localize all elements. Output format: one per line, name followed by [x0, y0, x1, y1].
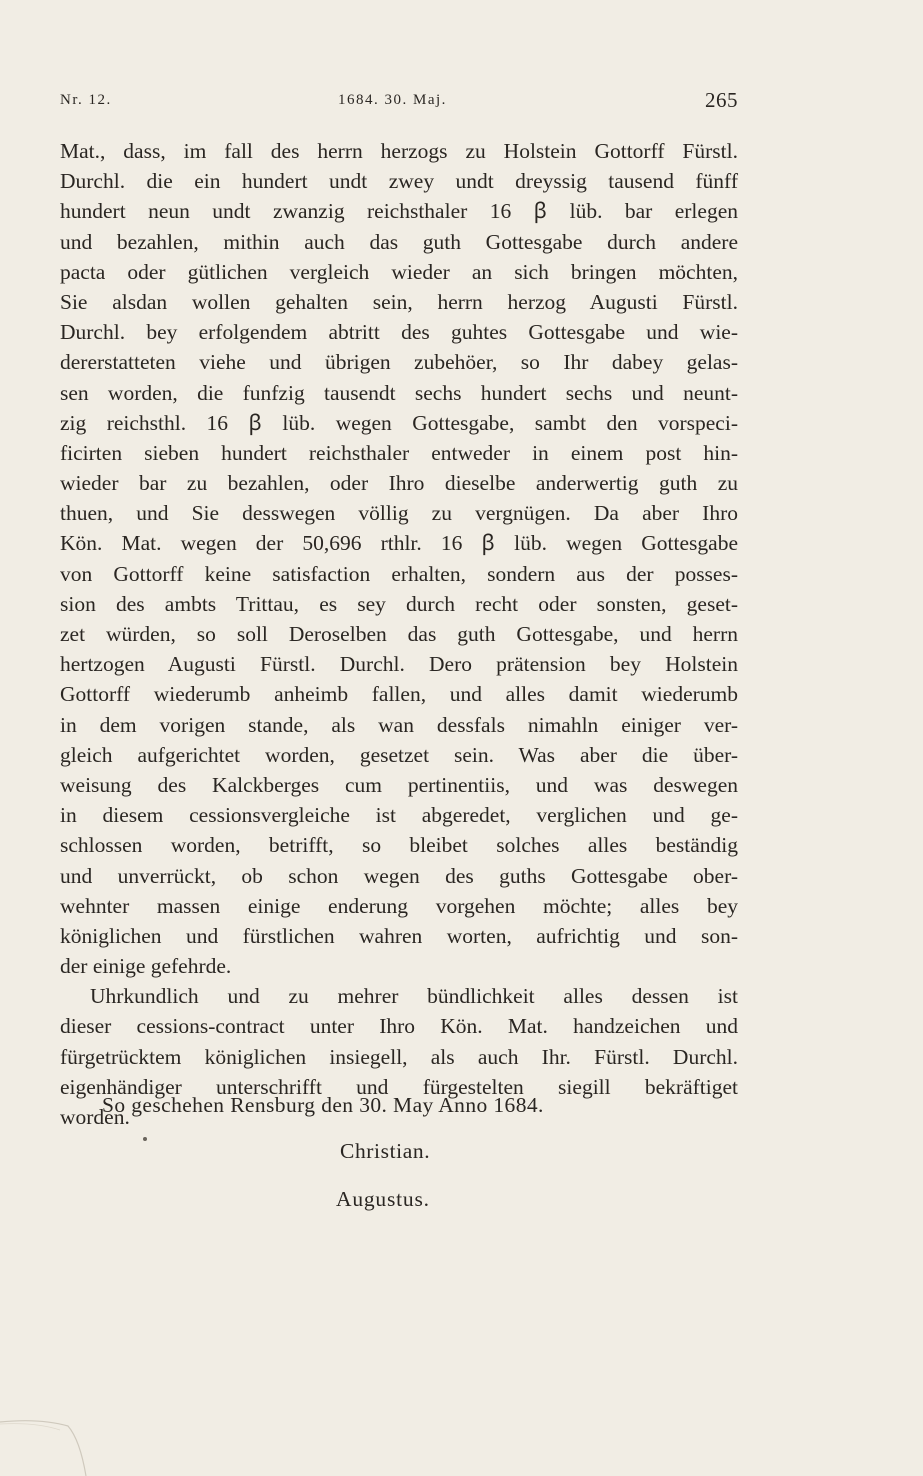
text-line: pacta oder gütlichen vergleich wieder an sich bringen möchten, — [60, 259, 738, 284]
text-line: Gottorff wiederumb anheimb fallen, und alles damit wiederumb — [60, 682, 738, 707]
text-line: ficirten sieben hundert reichsthaler entweder in einem post hin- — [60, 440, 738, 465]
text-line: von Gottorff keine satisfaction erhalten, sondern aus der posses- — [60, 561, 738, 586]
signature-augustus: Augustus. — [336, 1187, 430, 1211]
text-line: wieder bar zu bezahlen, oder Ihro dieselbe anderwertig guth zu — [60, 471, 738, 496]
text-line: Sie alsdan wollen gehalten sein, herrn herzog Augusti Fürstl. — [60, 289, 738, 314]
text-line: Kön. Mat. wegen der 50,696 rthlr. 16 ꞵ lüb. wegen Gottesgabe — [60, 531, 738, 556]
text-line: thuen, und Sie desswegen völlig zu vergnügen. Da aber Ihro — [60, 501, 738, 526]
text-line: hertzogen Augusti Fürstl. Durchl. Dero prätension bey Holstein — [60, 652, 738, 677]
text-line: Mat., dass, im fall des herrn herzogs zu Holstein Gottorff Fürstl. — [60, 139, 738, 163]
text-line: und bezahlen, mithin auch das guth Gottesgabe durch andere — [60, 229, 738, 254]
text-line: schlossen worden, betrifft, so bleibet solches alles beständig — [60, 833, 738, 858]
text-line: zet würden, so soll Deroselben das guth Gottesgabe, und herrn — [60, 622, 738, 646]
text-line: Uhrkundlich und zu mehrer bündlichkeit alles dessen ist — [90, 984, 738, 1009]
text-line: Durchl. die ein hundert undt zwey undt dreyssig tausend fünff — [60, 169, 738, 194]
text-line: der einige gefehrde. — [60, 954, 232, 979]
text-line: sion des ambts Trittau, es sey durch recht oder sonsten, geset- — [60, 591, 738, 616]
text-line: fürgetrücktem königlichen insiegell, als auch Ihr. Fürstl. Durchl. — [60, 1044, 738, 1069]
text-line: zig reichsthl. 16 ꞵ lüb. wegen Gottesgabe, sambt den vorspeci- — [60, 410, 738, 435]
text-line: in dem vorigen stande, als wan dessfals nimahln einiger ver- — [60, 712, 738, 737]
text-line: dererstatteten viehe und übrigen zubehöer, so Ihr dabey gelas- — [60, 350, 738, 375]
text-line: dieser cessions-contract unter Ihro Kön. Mat. handzeichen und — [60, 1014, 738, 1039]
text-line: Durchl. bey erfolgendem abtritt des guhtes Gottesgabe und wie- — [60, 320, 738, 345]
text-line: sen worden, die funfzig tausendt sechs hundert sechs und neunt- — [60, 380, 738, 405]
text-line: in diesem cessionsvergleiche ist abgeredet, verglichen und ge- — [60, 803, 738, 828]
document-body — [60, 136, 738, 1132]
page-header — [60, 88, 738, 118]
document-number: Nr. 12. — [60, 92, 112, 108]
page-number: 265 — [705, 88, 738, 112]
text-line: weisung des Kalckberges cum pertinentiis, und was deswegen — [60, 772, 738, 797]
text-line: gleich aufgerichtet worden, gesetzet sein. Was aber die über- — [60, 742, 738, 767]
text-line: hundert neun undt zwanzig reichsthaler 16 ꞵ lüb. bar erlegen — [60, 199, 738, 224]
text-line: wehnter massen einige enderung vorgehen möchte; alles bey — [60, 893, 738, 918]
document-date: 1684. 30. Maj. — [338, 92, 447, 108]
paragraph-1 — [60, 136, 738, 981]
signature-christian: Christian. — [340, 1139, 431, 1163]
page-corner-edge — [0, 1410, 90, 1476]
closing-date-line: So geschehen Rensburg den 30. May Anno 1684. — [102, 1093, 544, 1117]
text-line: eigenhändiger unterschrifft und fürgestelten siegill bekräftiget — [60, 1074, 738, 1099]
text-line: und unverrückt, ob schon wegen des guths Gottesgabe ober- — [60, 863, 738, 888]
ink-speck — [143, 1137, 147, 1141]
text-line: worden. — [60, 1105, 130, 1129]
text-line: königlichen und fürstlichen wahren worten, aufrichtig und son- — [60, 923, 738, 948]
